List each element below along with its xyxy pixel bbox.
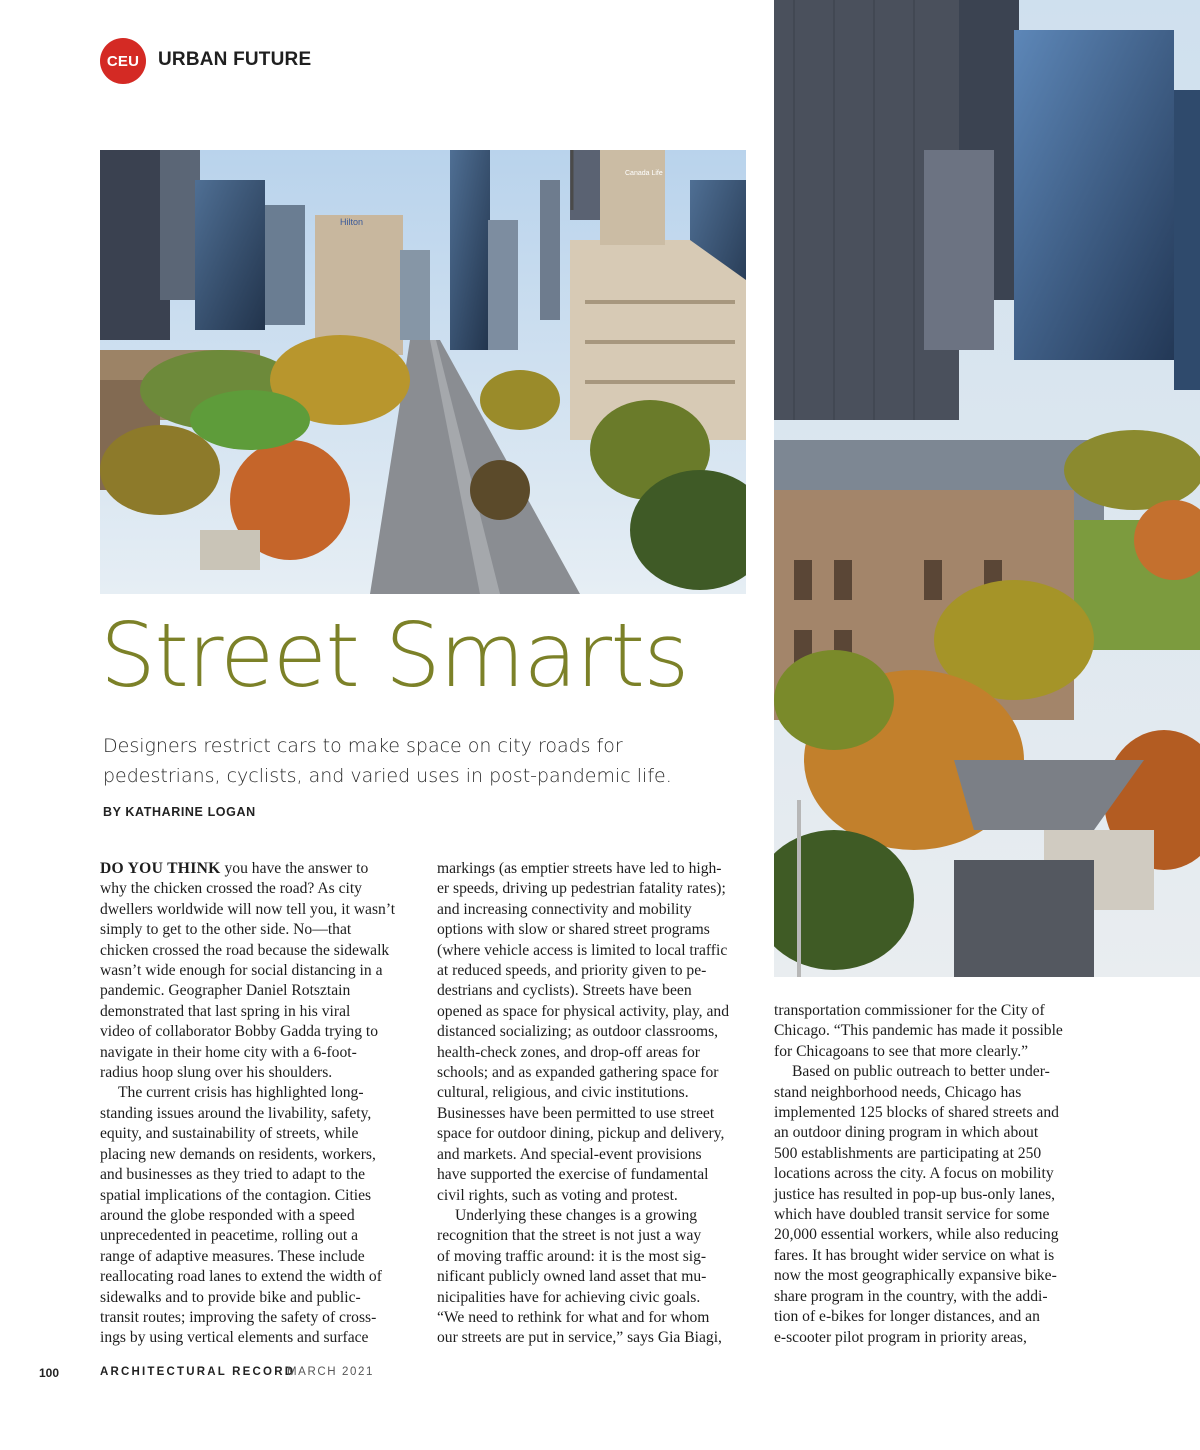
text-line: fares. It has brought wider service on what is	[774, 1246, 1055, 1264]
text-line: dwellers worldwide will now tell you, it wasn’t	[100, 900, 396, 918]
text-line: e-scooter pilot program in priority areas,	[774, 1328, 1027, 1346]
text-line: placing new demands on residents, workers,	[100, 1145, 376, 1163]
text-line: video of collaborator Bobby Gadda trying to	[100, 1023, 379, 1041]
text-line: wasn’t wide enough for social distancing in a	[100, 962, 383, 980]
text-line: navigate in their home city with a 6-foot-	[100, 1043, 357, 1061]
text-line: at reduced speeds, and priority given to pe-	[437, 962, 707, 980]
text-line: recognition that the street is not just a way	[437, 1227, 702, 1245]
text-line: simply to get to the other side. No—that	[100, 921, 352, 939]
text-line: transit routes; improving the safety of cross-	[100, 1308, 377, 1326]
text-line: and businesses as they tried to adapt to the	[100, 1166, 366, 1184]
byline: BY KATHARINE LOGAN	[103, 805, 256, 819]
text-line: ings by using vertical elements and surface	[100, 1329, 369, 1347]
text-line: and markets. And special-event provisions	[437, 1145, 702, 1163]
text-line: our streets are put in service,” says Gia Biagi,	[437, 1329, 722, 1347]
text-line: (where vehicle access is limited to local traffic	[437, 941, 728, 959]
text-line: unprecedented in peacetime, rolling out a	[100, 1227, 359, 1245]
text-line: implemented 125 blocks of shared streets and	[774, 1104, 1059, 1122]
page-number: 100	[39, 1366, 60, 1380]
canada-life-sign: Canada Life	[625, 170, 663, 177]
text-line: locations across the city. A focus on mobility	[774, 1165, 1054, 1183]
body-column-2	[437, 859, 749, 1349]
text-line: 500 establishments are participating at 250	[774, 1144, 1042, 1162]
text-line: range of adaptive measures. These include	[100, 1247, 365, 1265]
text-line: Underlying these changes is a growing	[455, 1206, 698, 1224]
text-line: standing issues around the livability, safety,	[100, 1104, 372, 1122]
text-line: why the chicken crossed the road? As city	[100, 880, 362, 898]
text-line: nicipalities have for achieving civic goals.	[437, 1288, 701, 1306]
text-line: demonstrated that last spring in his viral	[100, 1002, 351, 1020]
text-line: “We need to rethink for what and for whom	[437, 1308, 710, 1326]
text-line: er speeds, driving up pedestrian fatality rates);	[437, 880, 726, 898]
text-line: 20,000 essential workers, while also reducing	[774, 1226, 1059, 1244]
body-column-1	[100, 859, 412, 1349]
text-line: Chicago. “This pandemic has made it possible	[774, 1022, 1063, 1040]
body-column-3	[774, 1001, 1086, 1348]
text-line: nificant publicly owned land asset that mu-	[437, 1268, 707, 1286]
text-line: space for outdoor dining, pickup and delivery,	[437, 1125, 725, 1143]
issue-date: MARCH 2021	[287, 1366, 374, 1378]
ceu-badge: CEU	[100, 38, 146, 84]
text-line: spatial implications of the contagion. Cities	[100, 1186, 372, 1204]
paragraph-3	[437, 859, 749, 1206]
text-line: now the most geographically expansive bike-	[774, 1267, 1057, 1285]
text-line: of moving traffic around: it is the most sig-	[437, 1247, 707, 1265]
article-title: Street Smarts	[100, 604, 688, 707]
hilton-sign: Hilton	[340, 217, 364, 227]
paragraph-1	[100, 859, 412, 1083]
paragraph-5	[774, 1001, 1086, 1062]
paragraph-2	[100, 1083, 412, 1348]
magazine-name: ARCHITECTURAL RECORD	[100, 1366, 296, 1378]
street-aerial-photo	[100, 150, 746, 594]
text-line: have supported the exercise of fundamental	[437, 1166, 709, 1184]
text-line: civil rights, such as voting and protest.	[437, 1186, 678, 1204]
text-line	[100, 859, 412, 879]
lead-in: DO YOU THINK	[100, 860, 221, 877]
text-line: an outdoor dining program in which about	[774, 1124, 1039, 1142]
text-line: share program in the country, with the addi-	[774, 1287, 1048, 1305]
text-line: opened as space for physical activity, play, and	[437, 1002, 729, 1020]
text-fragment: you have the answer to	[220, 860, 369, 877]
text-line: Based on public outreach to better under-	[792, 1063, 1050, 1081]
text-line: Businesses have been permitted to use street	[437, 1104, 715, 1122]
text-line: radius hoop slung over his shoulders.	[100, 1064, 333, 1082]
text-line: distanced socializing; as outdoor classrooms,	[437, 1023, 719, 1041]
text-line: health-check zones, and drop-off areas for	[437, 1043, 700, 1061]
text-line: tion of e-bikes for longer distances, and an	[774, 1308, 1040, 1326]
text-line: reallocating road lanes to extend the width of	[100, 1268, 382, 1286]
text-line: transportation commissioner for the City of	[774, 1002, 1045, 1019]
text-line: pandemic. Geographer Daniel Rotsztain	[100, 982, 351, 1000]
text-line: markings (as emptier streets have led to high-	[437, 860, 722, 877]
article-dek: Designers restrict cars to make space on city roads for pedestrians, cyclists, and varied uses in post-pandemic life.	[103, 735, 672, 787]
text-line: options with slow or shared street programs	[437, 921, 710, 939]
text-line: schools; and as expanded gathering space for	[437, 1064, 719, 1082]
text-line: stand neighborhood needs, Chicago has	[774, 1083, 1022, 1101]
text-line: justice has resulted in pop-up bus-only lanes,	[774, 1185, 1056, 1203]
text-line: chicken crossed the road because the sidewalk	[100, 941, 390, 959]
section-label: URBAN FUTURE	[158, 49, 312, 70]
text-line: The current crisis has highlighted long-	[118, 1084, 364, 1102]
paragraph-6	[774, 1062, 1086, 1348]
text-line: destrians and cyclists). Streets have been	[437, 982, 692, 1000]
text-line: cultural, religious, and civic institutions.	[437, 1084, 689, 1102]
paragraph-4	[437, 1206, 749, 1349]
text-line: sidewalks and to provide bike and public-	[100, 1288, 361, 1306]
text-line: for Chicagoans to see that more clearly.”	[774, 1042, 1029, 1060]
queens-park-aerial-photo	[774, 0, 1200, 977]
text-line: around the globe responded with a speed	[100, 1206, 355, 1224]
text-line: equity, and sustainability of streets, while	[100, 1125, 359, 1143]
text-line: and increasing connectivity and mobility	[437, 900, 692, 918]
text-line: which have doubled transit service for some	[774, 1206, 1050, 1224]
